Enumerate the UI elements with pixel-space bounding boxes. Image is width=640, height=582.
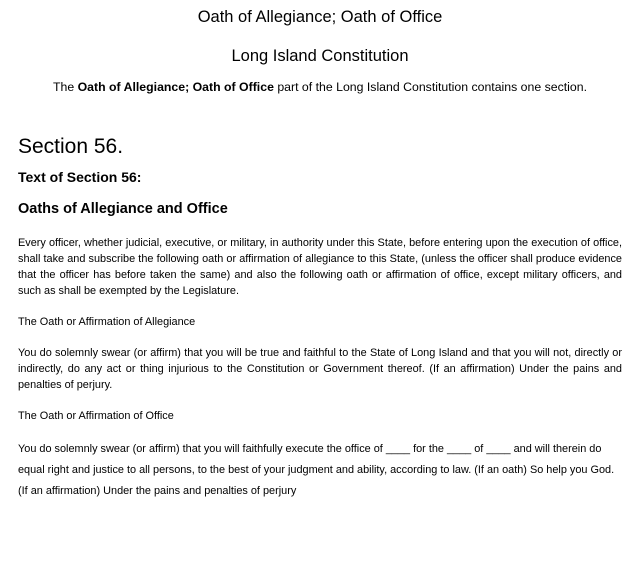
office-label: The Oath or Affirmation of Office: [18, 410, 174, 422]
oaths-heading: Oaths of Allegiance and Office: [18, 201, 228, 217]
office-text: You do solemnly swear (or affirm) that you will faithfully execute the office of ____ for the ____ of ____ and will therein do equal right and justice to all persons, to the best of your judgment and ability, according to law. (If an oath) So help you God. (If an affirmation) Under the pains and penalties of perjury: [18, 443, 615, 497]
document-subtitle: Long Island Constitution: [231, 47, 409, 65]
intro-bold: Oath of Allegiance; Oath of Office: [77, 80, 274, 94]
section-heading: Section 56.: [18, 135, 124, 158]
allegiance-text: You do solemnly swear (or affirm) that you will be true and faithful to the State of Long Island and that you will not, directly or indirectly, do any act or thing injurious to the Constitution or Government thereof. (If an affirmation) Under the pains and penalties of perjury.: [18, 347, 622, 391]
intro-prefix: The: [52, 80, 78, 94]
intro-suffix: part of the Long Island Constitution contains one section.: [273, 80, 587, 94]
text-of-section-heading: Text of Section 56:: [18, 169, 142, 185]
intro-text: [18, 66, 622, 95]
document-title: Oath of Allegiance; Oath of Office: [197, 8, 443, 26]
paragraph-officers: Every officer, whether judicial, executive, or military, in authority under this State, before entering upon the execution of office, shall take and subscribe the following oath or affirmation of allegiance to this State, (unless the officer shall produce evidence that the officer has before taken the same) and also the following oath or affirmation of office, except military officers, and such as shall be exempted by the Legislature.: [18, 237, 622, 297]
allegiance-label: The Oath or Affirmation of Allegiance: [18, 316, 196, 328]
